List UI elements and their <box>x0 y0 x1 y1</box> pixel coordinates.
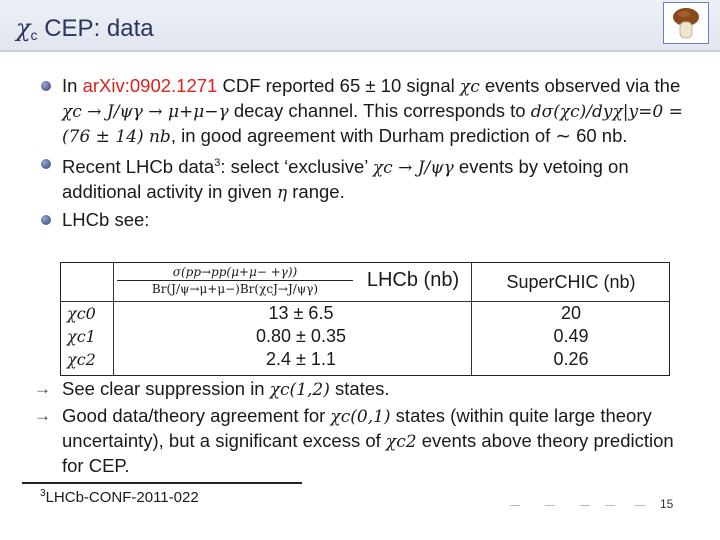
conclusion-text: states. <box>329 378 390 399</box>
lhcb-value: 13 ± 6.5 <box>268 303 334 323</box>
title-chi-symbol: χ <box>16 14 31 42</box>
ratio-denominator: Br(J/ψ→μ+μ−)Br(χcJ→J/ψγ) <box>151 282 319 296</box>
lhcb-value: 0.80 ± 0.35 <box>256 326 346 346</box>
bullet-dot-icon <box>41 215 51 225</box>
table-row <box>61 326 669 349</box>
bullet-item-cdf <box>38 74 698 149</box>
bullet-text: range. <box>287 181 345 203</box>
conclusion-text: Good data/theory agreement for <box>62 405 331 426</box>
bullet-text: events by vetoing on additional activity in given <box>62 156 629 203</box>
math-chi-c: χc(0,1) <box>330 407 391 427</box>
bullet-list <box>38 74 698 234</box>
header-divider <box>0 50 720 52</box>
math-chi-c2: χc2 <box>385 432 417 452</box>
conclusion-text: events above theory prediction for CEP. <box>62 430 674 476</box>
row-label: χc0 <box>67 304 96 323</box>
bullet-dot-icon <box>41 159 51 169</box>
table-row <box>61 349 669 372</box>
footnote-text: LHCb-CONF-2011-022 <box>45 489 199 506</box>
footer-dash <box>545 505 555 506</box>
bullet-text: Recent LHCb data <box>62 156 215 178</box>
footer-dash <box>605 505 615 506</box>
arxiv-link[interactable]: arXiv:0902.1271 <box>82 75 218 96</box>
slide-number: 15 <box>660 497 674 511</box>
superchic-value: 0.26 <box>553 349 589 369</box>
mushroom-logo-icon <box>663 2 709 44</box>
conclusion-list <box>34 377 698 479</box>
title-chi-subscript: c <box>30 27 38 43</box>
conclusion-item <box>34 377 698 402</box>
math-chi-c: χc(1,2) <box>269 380 330 400</box>
math-cross-section: dσ(χc)/dyχ|y=0 = (76 ± 14) nb <box>62 102 683 147</box>
row-label: χc1 <box>67 327 96 346</box>
conclusion-text: states (within quite large theory uncertainty), but a significant excess of <box>62 405 652 451</box>
right-arrow-icon: → <box>34 379 51 398</box>
conclusion-text: See clear suppression in <box>62 378 270 399</box>
superchic-value: 0.49 <box>553 326 589 346</box>
footer-dash <box>580 505 590 506</box>
table-row <box>61 303 669 326</box>
bullet-item-lhcb <box>38 152 698 205</box>
footnote-marker: 3 <box>40 488 46 499</box>
bullet-text: decay channel. This corresponds to <box>228 100 531 121</box>
math-decay-chain: χc → J/ψγ → μ+μ−γ <box>62 102 229 122</box>
footer-dash <box>510 505 520 506</box>
superchic-value: 20 <box>560 303 582 323</box>
lhcb-value: 2.4 ± 1.1 <box>266 349 336 369</box>
bullet-text: LHCb see: <box>62 209 150 231</box>
column-header-lhcb: LHCb (nb) <box>366 269 460 291</box>
results-table <box>60 262 670 376</box>
footnote-divider <box>22 482 302 484</box>
table-divider <box>61 301 669 302</box>
bullet-item-lhcb-see <box>38 208 698 231</box>
ratio-numerator: σ(pp→pp(μ+μ− +γ)) <box>117 265 353 281</box>
footnote-ref: 3 <box>214 157 221 169</box>
bullet-text: events observed via the <box>479 75 681 96</box>
footnote <box>40 488 199 506</box>
bullet-text: CDF reported 65 ± 10 signal <box>217 75 460 96</box>
title-text: CEP: data <box>37 15 154 42</box>
math-eta: η <box>276 183 288 204</box>
bullet-text: In <box>62 75 83 96</box>
right-arrow-icon: → <box>34 406 51 425</box>
page-title <box>16 14 154 43</box>
bullet-text: , in good agreement with Durham prediction of ∼ 60 nb. <box>170 125 628 146</box>
column-header-superchic: SuperCHIC (nb) <box>506 272 636 292</box>
math-chi-c: χc <box>459 77 480 97</box>
bullet-text: : select ‘exclusive’ <box>220 156 373 178</box>
conclusion-item <box>34 404 698 477</box>
table-header-ratio <box>117 265 353 296</box>
footer-dash <box>635 505 645 506</box>
bullet-dot-icon <box>41 81 51 91</box>
row-label: χc2 <box>67 350 96 369</box>
math-decay-chain: χc → J/ψγ <box>372 158 454 179</box>
